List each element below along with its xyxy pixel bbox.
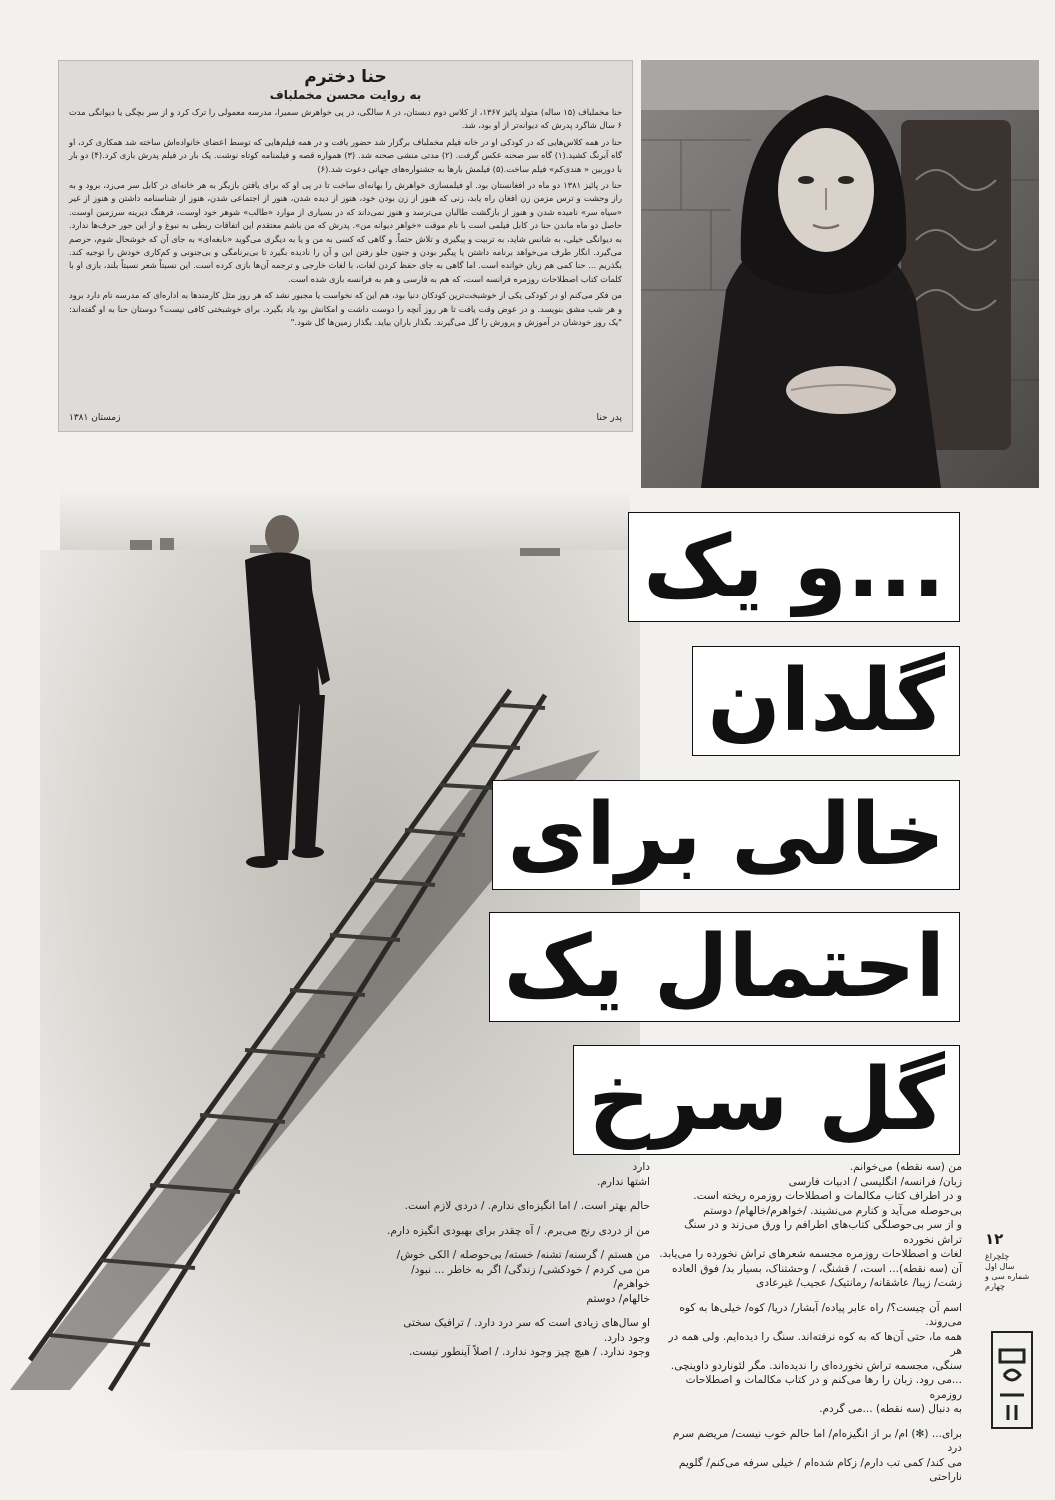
title-line-1: ...و یک — [628, 512, 960, 622]
page-number: ۱۲ — [985, 1230, 1004, 1248]
title-line-3: خالی برای — [492, 780, 960, 890]
intro-signature: پدر حنا — [596, 413, 622, 423]
intro-subtitle: به روایت محسن مخملباف — [269, 88, 422, 102]
poem-left-column — [380, 1160, 650, 1370]
intro-signature-row — [69, 413, 622, 423]
title-line-2: گلدان — [692, 646, 960, 756]
poem-stanza: من هستم / گرسنه/ تشنه/ خسته/ بی‌حوصله / الکی خوش/ من می کردم / خودکشی/ زندگی/ اگر به خاطر ... نبود/ خواهرم/ خالهام/ دوستم — [396, 1249, 650, 1305]
portrait-illustration — [641, 60, 1039, 488]
poem-stanza: اسم آن چیست؟/ راه عابر پیاده/ آبشار/ دریا/ کوه/ خیلی‌ها به کوه می‌روند. همه ما، حتی آن‌ها که به کوه نرفته‌اند. سنگ را دیده‌ایم. ولی همه در هر سنگی، مجسمه تراش نخورده‌ای را ندیده‌اند. مگر لئوناردو داوینچی. ...می رود. زبان را رها می‌کنم و در کتاب مکالمات و اصطلاحات روزمره به دنبال (سه نقطه) ...می گردم. — [668, 1301, 962, 1415]
intro-paragraph: حنا در پائیز ۱۳۸۱ دو ماه در افغانستان بود. او فیلمسازی خواهرش را بهانه‌ای ساخت تا در پی او که برای یافتن بازیگر به هر خانه‌ای در کابل سر می‌زد، برود و به راز وحشت و ترس مزمن زن افغان راه یابد، زنی که هنوز از زن بودن خود، هنوز از دیده شدن، هنوز از اجتماعی شدن، هنوز از شناسنامه داشتن و هنوز از غیر «سیاه سر» نامیده شدن و هنوز از بازگشت طالبان می‌ترسد و هنوز نمی‌داند که در بسیاری از موارد «طالب» شوهر خود اوست، فرهنگ دیرینه سرزمین اوست. حاصل دو ماه ماندن حنا در کابل فیلمی است با نام موقت «خواهر دیوانه من». پدرش که من باشم معتقدم این اتفاقات ربطی به نبوغ و از این جور حرف‌ها ندارد. به دیوانگی خیلی، به شانس شاید، به تربیت و پیگیری و تلاش حتماً. و گاهی که کسی به من و یا به دیگری می‌گوید «نابغه‌ای» به جای آن که خوشحال شوم، حرصم می‌گیرد. انگار طرف می‌خواهد برنامه داشتن یا پیگیر بودن و جنون جلو رفتن این و آن را نادیده بگیرد تا بی‌برنامگی و بی‌جنونی و کم‌کاری خودش را توجیه کند. بگذریم ... حنا کمی هم زبان خوانده است. اما گاهی به جای حفظ کردن لغات، با لغات خارجی و ترجمه آن‌ها بازی کرده است. این نسبتاً شعر نسبتاً بلند، بازی او با کلمات کتاب اصطلاحات روزمره فرانسه است، که هم به فارسی و هم به فرانسه بازی شده است. — [69, 180, 622, 284]
poem-stanza: او سال‌های زیادی است که سر درد دارد. / ترافیک سختی وجود دارد. وجود ندارد. / هیچ چیز وجود ندارد. / اصلاً آینطور نیست. — [403, 1317, 650, 1358]
poem-stanza: دارد اشتها ندارم. — [597, 1161, 650, 1188]
intro-paragraph: حنا در همه کلاس‌هایی که در کودکی او در خانه فیلم مخملباف برگزار شد حضور یافت و در همه فیلم‌هایی که توسط اعضای خانواده‌اش ساخته شد همکاری کرد، او گاه آبرنگ کشید.(۱) گاه سر صحنه عکس گرفت. (۲) مدتی منشی صحنه شد. (۳) همواره قصه و فیلمنامه کوتاه نوشت. یک بار در فیلم پدرش بازی کرد.(۴) دو بار با دوربین « هندی‌کم» فیلم ساخت.(۵) فیلمش بارها به جشنواره‌های جهانی دعوت شد.(۶) — [69, 136, 622, 174]
portrait-photo — [641, 60, 1039, 488]
issue-info: چلچراغ سال اول شماره سی و چهارم — [985, 1252, 1030, 1291]
magazine-logo — [988, 1330, 1036, 1430]
intro-paragraph: من فکر می‌کنم او در کودکی یکی از خوشبخت‌ترین کودکان دنیا بود، هم این که نخواست یا مجبور نشد که هر روز مثل کارمندها به اداره‌ای که مدرسه نام دارد برود و هر شب مشق بنویسد. و در عوض وقت یافت تا هر روز آنچه را دوست داشت و امکانش بود یاد بگیرد. برای خوشبختی کافی نیست؟ دوستان حنا به او گفته‌اند: "یک روز خودشان در آموزش و پرورش را گل می‌گیرند. بگذار باران بیاید. بگذار زمین‌ها گل شود." — [69, 290, 622, 328]
poem-stanza: حالم بهتر است. / اما انگیزه‌ای ندارم. / دردی لازم است. — [404, 1200, 650, 1212]
magazine-logo-icon — [988, 1330, 1036, 1430]
poem-stanza: من از دردی رنج می‌برم. / آه چقدر برای بهبودی انگیزه دارم. — [386, 1224, 650, 1237]
poem-stanza: من (سه نقطه) می‌خوانم. زبان/ فرانسه/ انگلیسی / ادبیات فارسی و در اطراف کتاب مکالمات و اصطلاحات روزمره ریخته است. بی‌حوصله می‌آید و کنارم می‌نشیند. /خواهرم/خالهام/ دوستم و از سر بی‌حوصلگی کتاب‌های اطرافم را ورق می‌زند و در سنگ تراش نخورده لغات و اصطلاحات روزمره مجسمه شعرهای تراش نخورده را می‌یابد. آن (سه نقطه)... است، / قشنگ، / وحشتناک، بسیار بد/ فوق العاده زشت/ زیبا/ عاشقانه/ رمانتیک/ عجیب/ غیرعادی — [659, 1161, 962, 1289]
intro-title: حنا دخترم — [304, 67, 387, 87]
intro-date: زمستان ۱۳۸۱ — [69, 413, 121, 423]
title-line-5: گل سرخ — [573, 1045, 960, 1155]
poem-right-column — [657, 1160, 962, 1495]
intro-paragraph: حنا مخملباف (۱۵ ساله) متولد پائیز ۱۳۶۷، از کلاس دوم دبستان، در ۸ سالگی، در پی خواهرش سمیرا، مدرسه معمولی را ترک کرد و از سر بچگی یا دیوانگی مدت ۶ سال شاگرد پدرش که دیوانه‌تر از او بود، شد. — [69, 107, 622, 131]
intro-box — [58, 60, 633, 432]
title-line-4: احتمال یک — [489, 912, 960, 1022]
poem-stanza: برای... (✻) ام/ بر از انگیزه‌ام/ اما حالم خوب نیست/ مریضم سرم درد می کند/ کمی تب دارم/ زکام شده‌ام / خیلی سرفه می‌کنم/ گلویم ناراحتی — [672, 1427, 962, 1483]
